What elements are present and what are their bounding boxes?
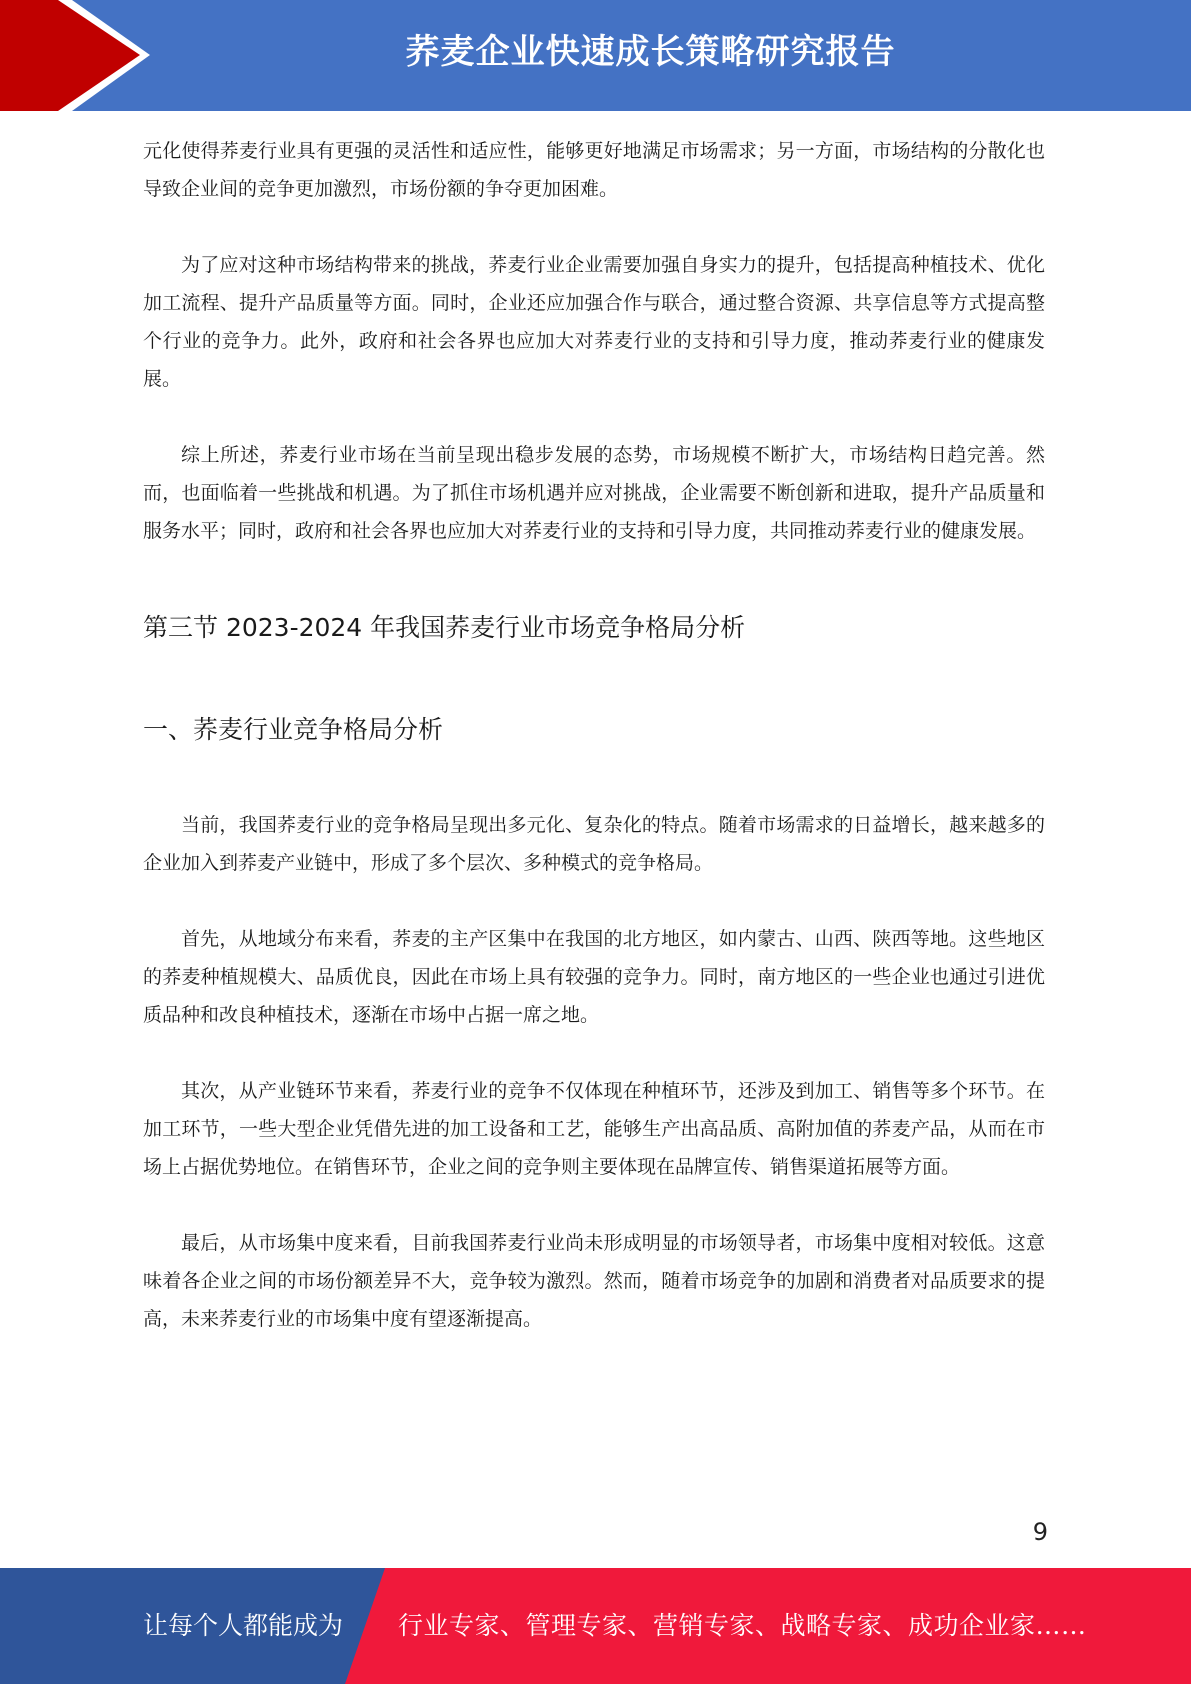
header-chevron-arrow-icon <box>0 0 140 111</box>
body-paragraph: 其次，从产业链环节来看，荞麦行业的竞争不仅体现在种植环节，还涉及到加工、销售等多个环节。在加工环节，一些大型企业凭借先进的加工设备和工艺，能够生产出高品质、高附加值的荞麦产品，从而在市场上占据优势地位。在销售环节，企业之间的竞争则主要体现在品牌宣传、销售渠道拓展等方面。 <box>143 1080 1045 1178</box>
page-number: 9 <box>1032 1518 1048 1546</box>
body-paragraph: 综上所述，荞麦行业市场在当前呈现出稳步发展的态势，市场规模不断扩大，市场结构日趋完善。然而，也面临着一些挑战和机遇。为了抓住市场机遇并应对挑战，企业需要不断创新和进取，提升产品质量和服务水平；同时，政府和社会各界也应加大对荞麦行业的支持和引导力度，共同推动荞麦行业的健康发展。 <box>143 444 1045 542</box>
report-title: 荞麦企业快速成长策略研究报告 <box>405 32 896 72</box>
footer-slogan-right: 行业专家、管理专家、营销专家、战略专家、成功企业家…… <box>398 1611 1087 1640</box>
document-body <box>143 132 1045 1338</box>
sub-heading: 一、荞麦行业竞争格局分析 <box>143 715 444 744</box>
body-paragraph: 首先，从地域分布来看，荞麦的主产区集中在我国的北方地区，如内蒙古、山西、陕西等地。这些地区的荞麦种植规模大、品质优良，因此在市场上具有较强的竞争力。同时，南方地区的一些企业也通过引进优质品种和改良种植技术，逐渐在市场中占据一席之地。 <box>143 928 1045 1026</box>
section-heading: 第三节 2023-2024 年我国荞麦行业市场竞争格局分析 <box>143 613 746 642</box>
page-header <box>0 0 1191 111</box>
footer-slogan-left: 让每个人都能成为 <box>143 1611 344 1640</box>
body-paragraph: 为了应对这种市场结构带来的挑战，荞麦行业企业需要加强自身实力的提升，包括提高种植技术、优化加工流程、提升产品质量等方面。同时，企业还应加强合作与联合，通过整合资源、共享信息等方式提高整个行业的竞争力。此外，政府和社会各界也应加大对荞麦行业的支持和引导力度，推动荞麦行业的健康发展。 <box>143 254 1045 390</box>
body-paragraph: 当前，我国荞麦行业的竞争格局呈现出多元化、复杂化的特点。随着市场需求的日益增长，越来越多的企业加入到荞麦产业链中，形成了多个层次、多种模式的竞争格局。 <box>143 814 1045 874</box>
body-paragraph: 元化使得荞麦行业具有更强的灵活性和适应性，能够更好地满足市场需求；另一方面，市场结构的分散化也导致企业间的竞争更加激烈，市场份额的争夺更加困难。 <box>143 140 1045 200</box>
body-paragraph: 最后，从市场集中度来看，目前我国荞麦行业尚未形成明显的市场领导者，市场集中度相对较低。这意味着各企业之间的市场份额差异不大，竞争较为激烈。然而，随着市场竞争的加剧和消费者对品质要求的提高，未来荞麦行业的市场集中度有望逐渐提高。 <box>143 1232 1045 1330</box>
page-footer <box>0 1568 1191 1684</box>
